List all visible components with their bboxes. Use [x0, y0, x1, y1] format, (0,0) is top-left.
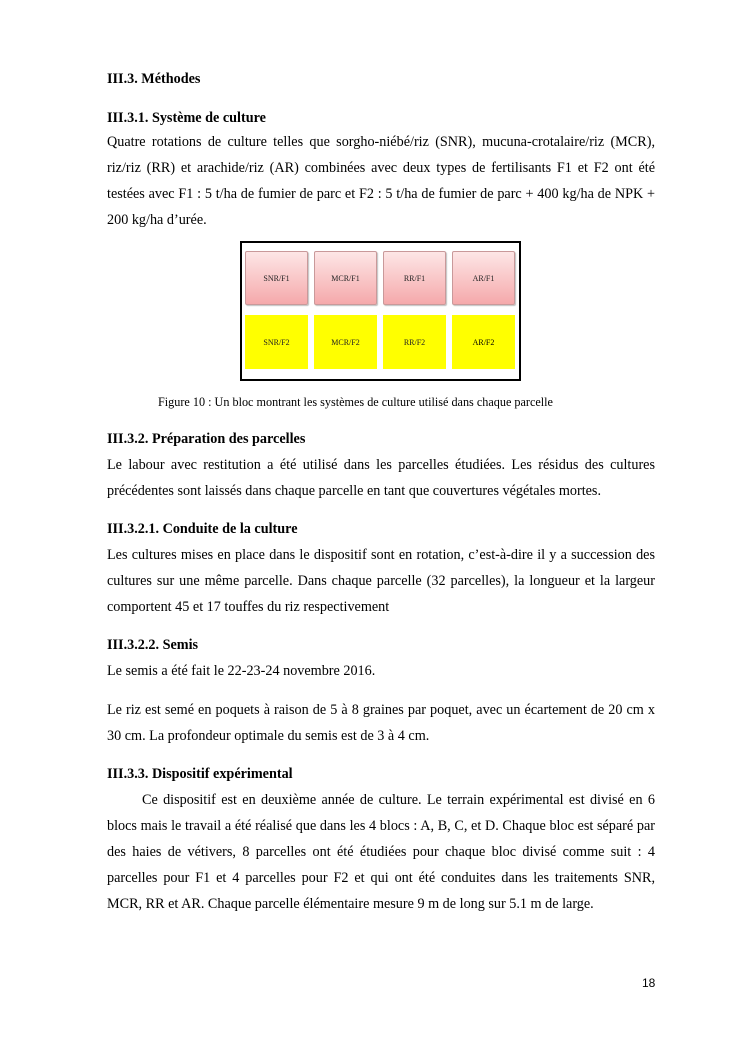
plot-mcr-f2: MCR/F2	[314, 315, 377, 369]
heading-systeme-de-culture: III.3.1. Système de culture	[107, 110, 266, 126]
figure-caption: Figure 10 : Un bloc montrant les systèmes de culture utilisé dans chaque parcelle	[158, 395, 553, 409]
page-number: 18	[642, 976, 656, 990]
heading-conduite-de-la-culture: III.3.2.1. Conduite de la culture	[107, 521, 298, 537]
heading-preparation-des-parcelles: III.3.2. Préparation des parcelles	[107, 431, 306, 447]
paragraph-semis-detail: Le riz est semé en poquets à raison de 5 à 8 graines par poquet, avec un écartement de 20 cm x 30 cm. La profondeur optimale du semis est de 3 à 4 cm.	[107, 702, 655, 744]
paragraph-dispositif: Ce dispositif est en deuxième année de culture. Le terrain expérimental est divisé en 6 blocs mais le travail a été réalisé que dans les 4 blocs : A, B, C, et D. Chaque bloc est séparé par des haies de vétivers, 8 parcelles ont été étudiées pour chaque bloc divisé comme suit : 4 parcelles pour F1 et 4 parcelles pour F2 et qui ont été conduites dans les traitements SNR, MCR, RR et AR. Chaque parcelle élémentaire mesure 9 m de long sur 5.1 m de large.	[107, 792, 655, 912]
plot-ar-f2: AR/F2	[452, 315, 515, 369]
heading-methodes: III.3. Méthodes	[107, 71, 201, 87]
plot-mcr-f1: MCR/F1	[314, 251, 377, 305]
paragraph-conduite: Les cultures mises en place dans le dispositif sont en rotation, c’est-à-dire il y a succession des cultures sur une même parcelle. Dans chaque parcelle (32 parcelles), la longueur et la largeur comportent 45 et 17 touffes du riz respectivement	[107, 547, 655, 615]
plot-rr-f2: RR/F2	[383, 315, 446, 369]
figure-block-diagram	[240, 241, 521, 381]
paragraph-systeme-de-culture: Quatre rotations de culture telles que sorgho-niébé/riz (SNR), mucuna-crotalaire/riz (MCR), riz/riz (RR) et arachide/riz (AR) combinées avec deux types de fertilisants F1 et F2 ont été testées avec F1 : 5 t/ha de fumier de parc et F2 : 5 t/ha de fumier de parc + 400 kg/ha de NPK + 200 kg/ha d’urée.	[107, 134, 655, 228]
paragraph-semis-date: Le semis a été fait le 22-23-24 novembre 2016.	[107, 663, 376, 679]
heading-semis: III.3.2.2. Semis	[107, 637, 199, 653]
plot-rr-f1: RR/F1	[383, 251, 446, 305]
plot-snr-f2: SNR/F2	[245, 315, 308, 369]
plot-snr-f1: SNR/F1	[245, 251, 308, 305]
plot-ar-f1: AR/F1	[452, 251, 515, 305]
heading-dispositif-experimental: III.3.3. Dispositif expérimental	[107, 766, 293, 782]
paragraph-preparation: Le labour avec restitution a été utilisé dans les parcelles étudiées. Les résidus des cultures précédentes sont laissés dans chaque parcelle en tant que couvertures végétales mortes.	[107, 457, 655, 499]
